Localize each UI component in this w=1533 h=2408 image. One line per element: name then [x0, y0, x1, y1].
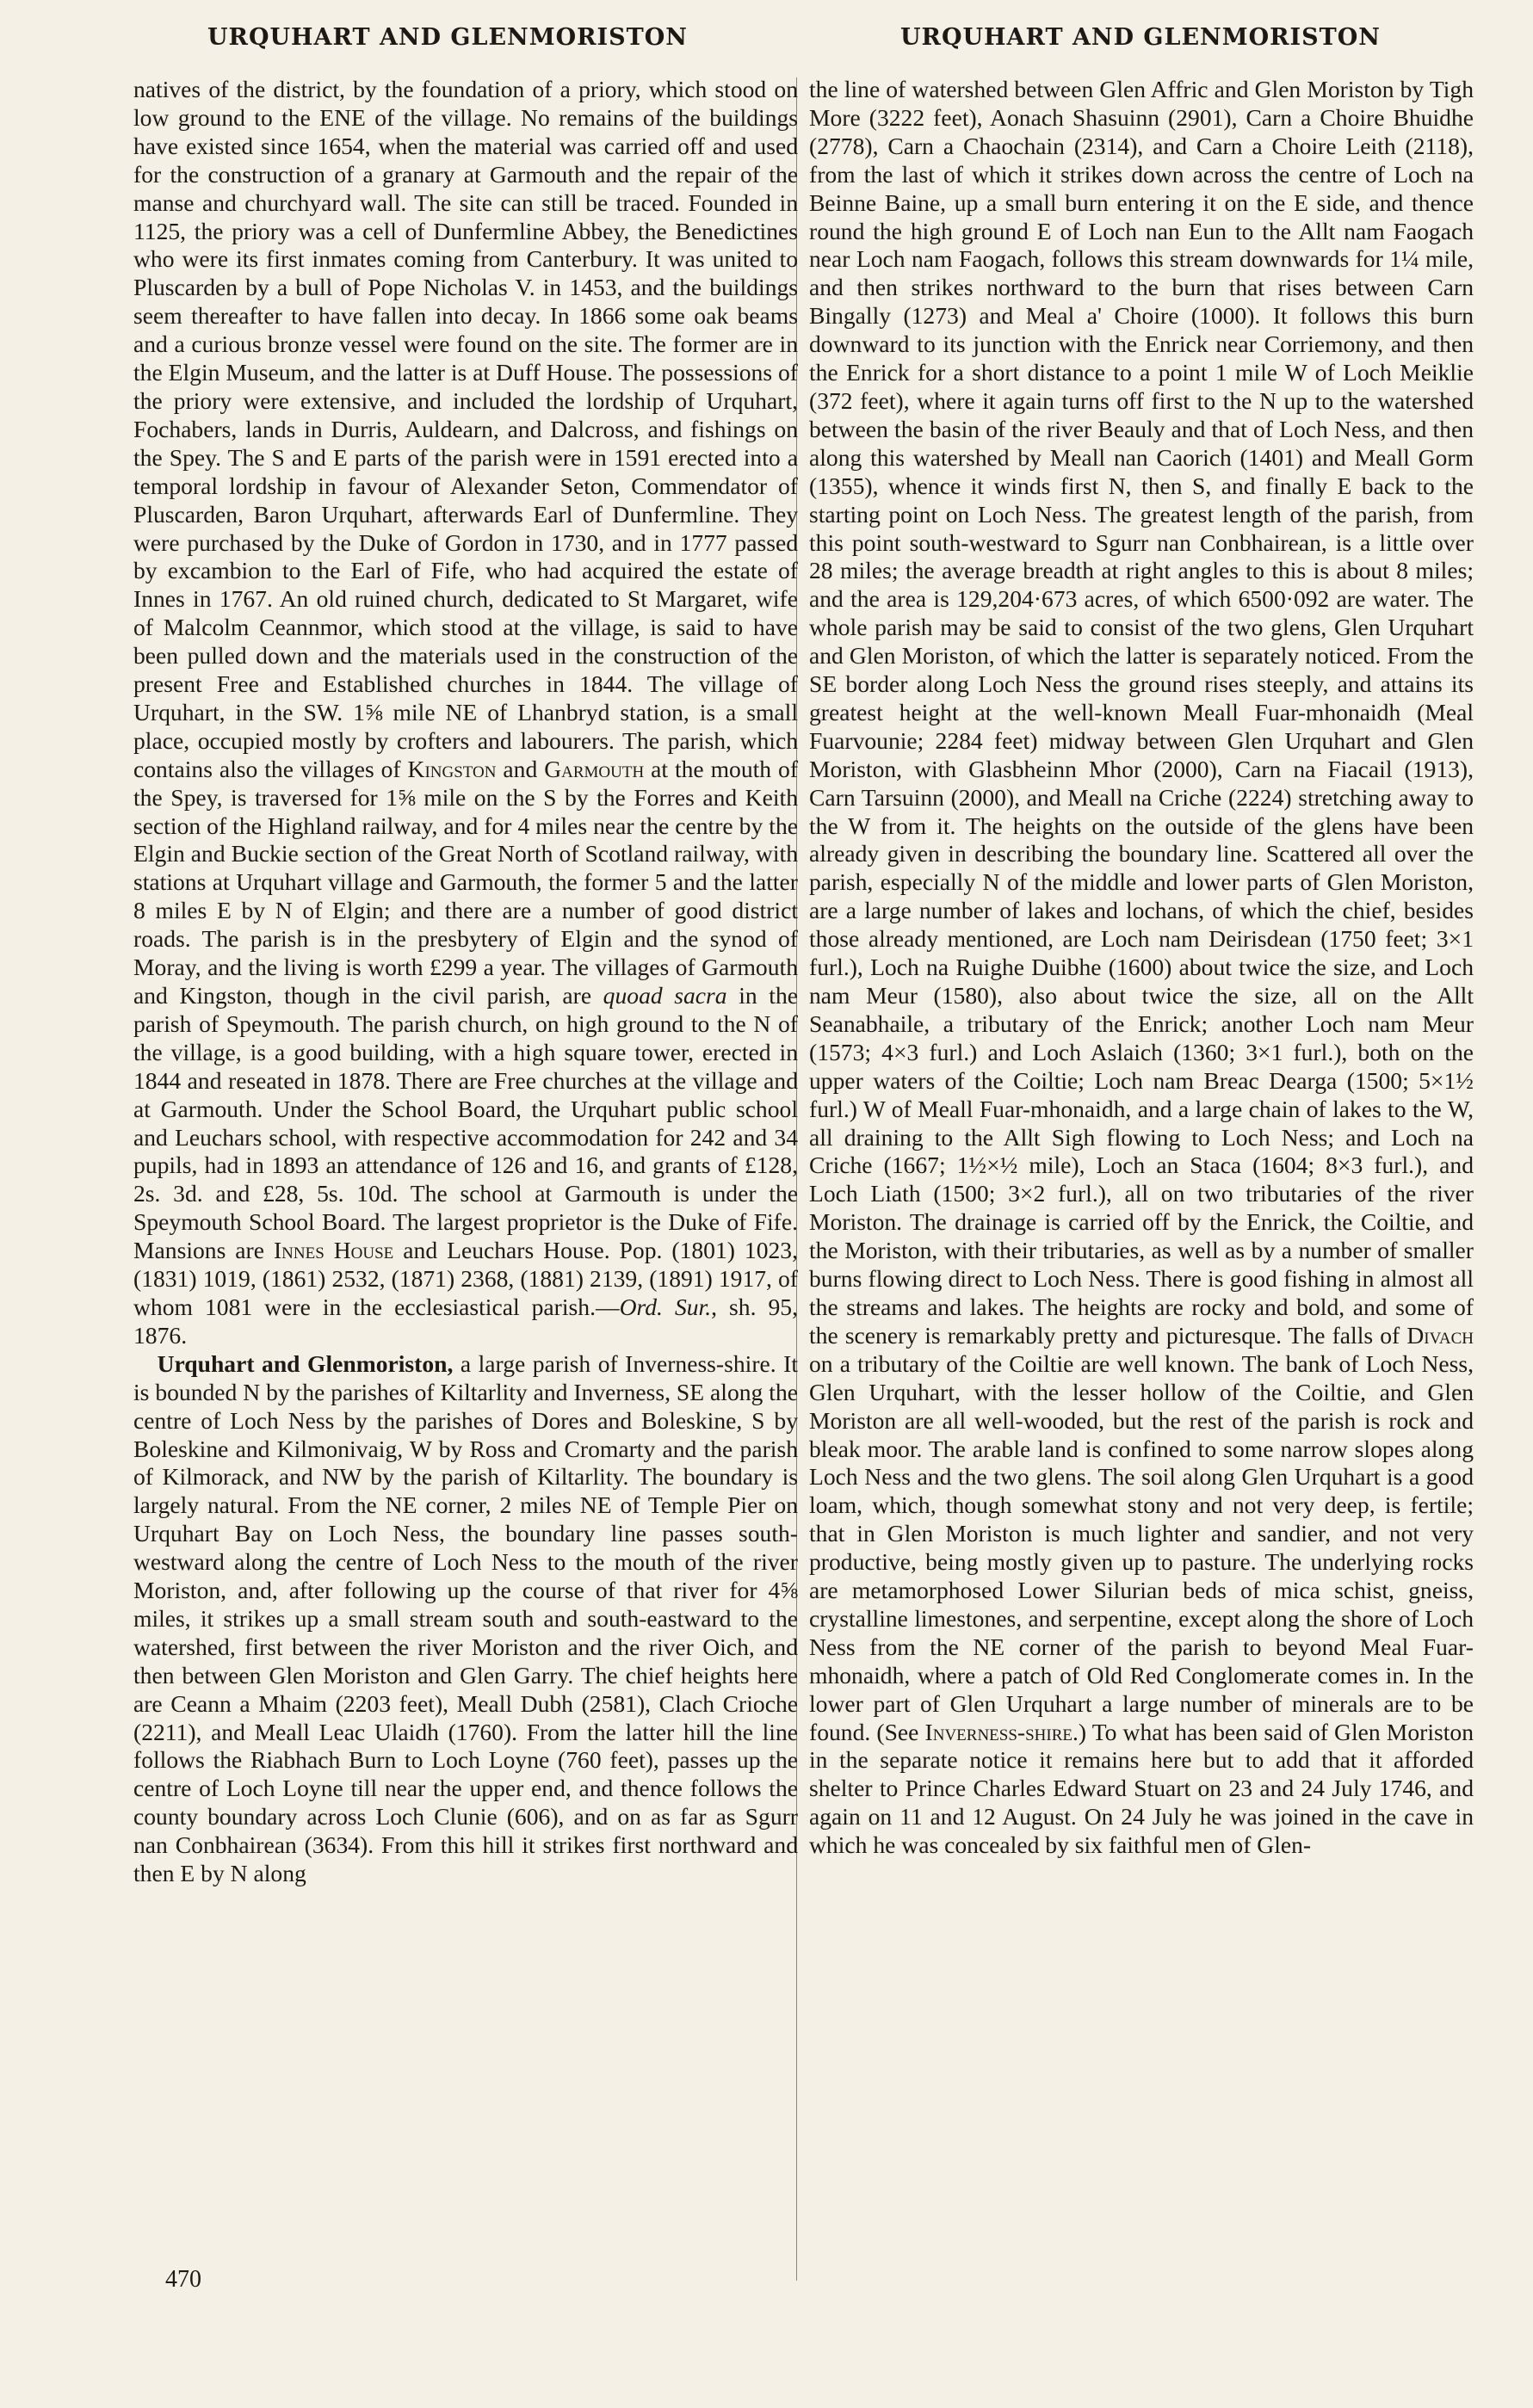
text-run: a large parish of Inverness-shire. It is bounded N by the parishes of Kiltarlity and Inverness, SE along the centre of Loch Ness by the parishes of Dores and Boleskine, S by Boleskine and Kilmonivaig, W by Ross and Cromarty and the parish of Kilmorack, and NW by the parish of Kiltarlity. The boundary is largely natural. From the NE corner, 2 miles NE of Temple Pier on Urquhart Bay on Loch Ness, the boundary line passes south-westward along the centre of Loch Ness to the mouth of the river Moriston, and, after following up the course of that river for 4⅝ miles, it strikes up a small stream south and south-eastward to the watershed, first between the river Moriston and the river Oich, and then between Glen Moriston and Glen Garry. The chief heights here are Ceann a Mhaim (2203 feet), Meall Dubh (2581), Clach Crioche (2211), and Meall Leac Ulaidh (1760). From the latter hill the line follows the Riabhach Burn to Loch Loyne (760 feet), passes up the centre of Loch Loyne till near the upper end, and thence follows the county boundary across Loch Clunie (606), and on as far as Sgurr nan Conbhairean (3634). From this hill it strikes first northward and then E by N along [133, 1349, 798, 1887]
text-run: natives of the district, by the foundation of a priory, which stood on low ground to the ENE of the village. No remains of the buildings have existed since 1654, when the material was carried off and used for the construction of a granary at Garmouth and the repair of the manse and churchyard wall. The site can still be traced. Founded in 1125, the priory was a cell of Dunfermline Abbey, the Benedictines who were its first inmates coming from Canterbury. It was united to Pluscarden by a bull of Pope Nicholas V. in 1453, and the buildings seem thereafter to have fallen into decay. In 1866 some oak beams and a curious bronze vessel were found on the site. The former are in the Elgin Museum, and the latter is at Duff House. The possessions of the priory were extensive, and included the lordship of Urquhart, Fochabers, lands in Durris, Auldearn, and Dalcross, and fishings on the Spey. The S and E parts of the parish were in 1591 erected into a temporal lordship in favour of Alexander Seton, Commendator of Pluscarden, Baron Urquhart, afterwards Earl of Dunfermline. They were purchased by the Duke of Gordon in 1730, and in 1777 passed by excambion to the Earl of Fife, who had acquired the estate of Innes in 1767. An old ruined church, dedicated to St Margaret, wife of Malcolm Ceannmor, which stood at the village, is said to have been pulled down and the materials used in the construction of the present Free and Established churches in 1844. The village of Urquhart, in the SW. 1⅝ mile NE of Lhanbryd station, is a small place, occupied mostly by crofters and labourers. The parish, which contains also the villages of [133, 76, 798, 782]
cross-ref-innes-house: Innes House [273, 1237, 394, 1264]
glenmoriston-entry [133, 1350, 798, 1888]
right-column [809, 76, 1474, 1860]
left-column [133, 76, 798, 1888]
text-run: on a tributary of the Coiltie are well known. The bank of Loch Ness, Glen Urquhart, with the lesser hollow of the Coiltie, and Glen Moriston are all well-wooded, but the rest of the parish is rock and bleak moor. The arable land is confined to some narrow slopes along Loch Ness and the two glens. The soil along Glen Urquhart is a good loam, which, though somewhat stony and not very deep, is fertile; that in Glen Moriston is much lighter and sandier, and not very productive, being mostly given up to pasture. The underlying rocks are metamorphosed Lower Silurian beds of mica schist, gneiss, crystalline limestones, and serpentine, except along the shore of Loch Ness from the NE corner of the parish to beyond Meal Fuar-mhonaidh, where a patch of Old Red Conglomerate comes in. In the lower part of Glen Urquhart a large number of minerals are to be found. (See [809, 1349, 1474, 1745]
entry-headword: Urquhart and Glenmoriston, [157, 1349, 454, 1377]
glenmoriston-continued-paragraph [809, 76, 1474, 1860]
page-number: 470 [165, 2266, 201, 2293]
running-head-right: URQUHART AND GLENMORISTON [900, 24, 1381, 51]
text-run: and Leuchars House. Pop. (1801) 1023, (1831) 1019, (1861) 2532, (1871) 2368, (1881) 2139, (1891) 1917, of whom 1081 were in the ecclesiastical parish.— [133, 1237, 799, 1320]
cross-ref-inverness-shire: Inverness-shire. [924, 1718, 1079, 1745]
text-run: ) To what has been said of Glen Moriston in the separate notice it remains here but to add that it afforded shelter to Prince Charles Edward Stuart on 23 and 24 July 1746, and again on 11 and 12 August. On 24 July he was joined in the cave in which he was concealed by six faithful men of Glen- [809, 1718, 1474, 1859]
text-run: the line of watershed between Glen Affric and Glen Moriston by Tigh More (3222 feet), Aonach Shasuinn (2901), Carn a Choire Bhuidhe (2778), Carn a Chaochain (2314), and Carn a Choire Leith (2118), from the last of which it strikes down across the centre of Loch na Beinne Baine, up a small burn entering it on the E side, and thence round the high ground E of Loch nan Eun to the Allt nam Faogach near Loch nam Faogach, follows this stream downwards for 1¼ mile, and then strikes northward to the burn that rises between Carn Bingally (1273) and Meal a' Choire (1000). It follows this burn downward to its junction with the Enrick near Corriemony, and then the Enrick for a short distance to a point 1 mile W of Loch Meiklie (372 feet), where it again turns off first to the N up to the watershed between the basin of the river Beauly and that of Loch Ness, and then along this watershed by Meall nan Caorich (1401) and Meall Gorm (1355), whence it winds first N, then S, and finally E back to the starting point on Loch Ness. The greatest length of the parish, from this point south-westward to Sgurr nan Conbhairean, is a little over 28 miles; the average breadth at right angles to this is about 8 miles; and the area is 129,204·673 acres, of which 6500·092 are water. The whole parish may be said to consist of the two glens, Glen Urquhart and Glen Moriston, of which the latter is separately noticed. From the SE border along Loch Ness the ground rises steeply, and attains its greatest height at the well-known Meall Fuar-mhonaidh (Meal Fuarvounie; 2284 feet) midway between Glen Urquhart and Glen Moriston, with Glasbheinn Mhor (2000), Carn na Fiacail (1913), Carn Tarsuinn (2000), and Meall na Criche (2224) stretching away to the W from it. The heights on the outside of the glens have been already given in describing the boundary line. Scattered all over the parish, especially N of the middle and lower parts of Glen Moriston, are a large number of lakes and lochans, of which the chief, besides those already mentioned, are Loch nam Deirisdean (1750 feet; 3×1 furl.), Loch na Ruighe Duibhe (1600) about twice the size, and Loch nam Meur (1580), also about twice the size, all on the Allt Seanabhaile, a tributary of the Enrick; another Loch nam Meur (1573; 4×3 furl.) and Loch Aslaich (1360; 3×1 furl.), both on the upper waters of the Coiltie; Loch nam Breac Dearga (1500; 5×1½ furl.) W of Meall Fuar-mhonaidh, and a large chain of lakes to the W, all draining to the Allt Sigh flowing to Loch Ness; and Loch na Criche (1667; 1½×½ mile), Loch an Staca (1604; 8×3 furl.), and Loch Liath (1500; 3×2 furl.), all on two tributaries of the river Moriston. The drainage is carried off by the Enrick, the Coiltie, and the Moriston, with their tributaries, as well as by a number of smaller burns flowing direct to Loch Ness. There is good fishing in almost all the streams and lakes. The heights are rocky and bold, and some of the scenery is remarkably pretty and picturesque. The falls of [809, 76, 1474, 1349]
italic-term: quoad sacra [603, 982, 727, 1009]
text-run: at the mouth of the Spey, is traversed for 1⅝ mile on the S by the Forres and Keith section of the Highland railway, and for 4 miles near the centre by the Elgin and Buckie section of the Great North of Scotland railway, with stations at Urquhart village and Garmouth, the former 5 and the latter 8 miles E by N of Elgin; and there are a number of good district roads. The parish is in the presbytery of Elgin and the synod of Moray, and the living is worth £299 a year. The villages of Garmouth and Kingston, though in the civil parish, are [133, 755, 799, 1009]
text-run: in the parish of Speymouth. The parish church, on high ground to the N of the village, is a good building, with a high square tower, erected in 1844 and reseated in 1878. There are Free churches at the village and at Garmouth. Under the School Board, the Urquhart public school and Leuchars school, with respective accommodation for 242 and 34 pupils, had in 1893 an attendance of 126 and 16, and grants of £128, 2s. 3d. and £28, 5s. 10d. The school at Garmouth is under the Speymouth School Board. The largest proprietor is the Duke of Fife. Mansions are [133, 982, 798, 1264]
cross-ref-divach: Divach [1406, 1321, 1474, 1349]
running-head-left: URQUHART AND GLENMORISTON [207, 24, 688, 51]
text-run: , sh. 95, 1876. [133, 1293, 798, 1349]
source-citation: Ord. Sur. [619, 1293, 712, 1320]
text-run: and [496, 755, 545, 782]
cross-ref-kingston: Kingston [407, 755, 497, 782]
urquhart-priory-paragraph [133, 76, 798, 1350]
cross-ref-garmouth: Garmouth [544, 755, 645, 782]
